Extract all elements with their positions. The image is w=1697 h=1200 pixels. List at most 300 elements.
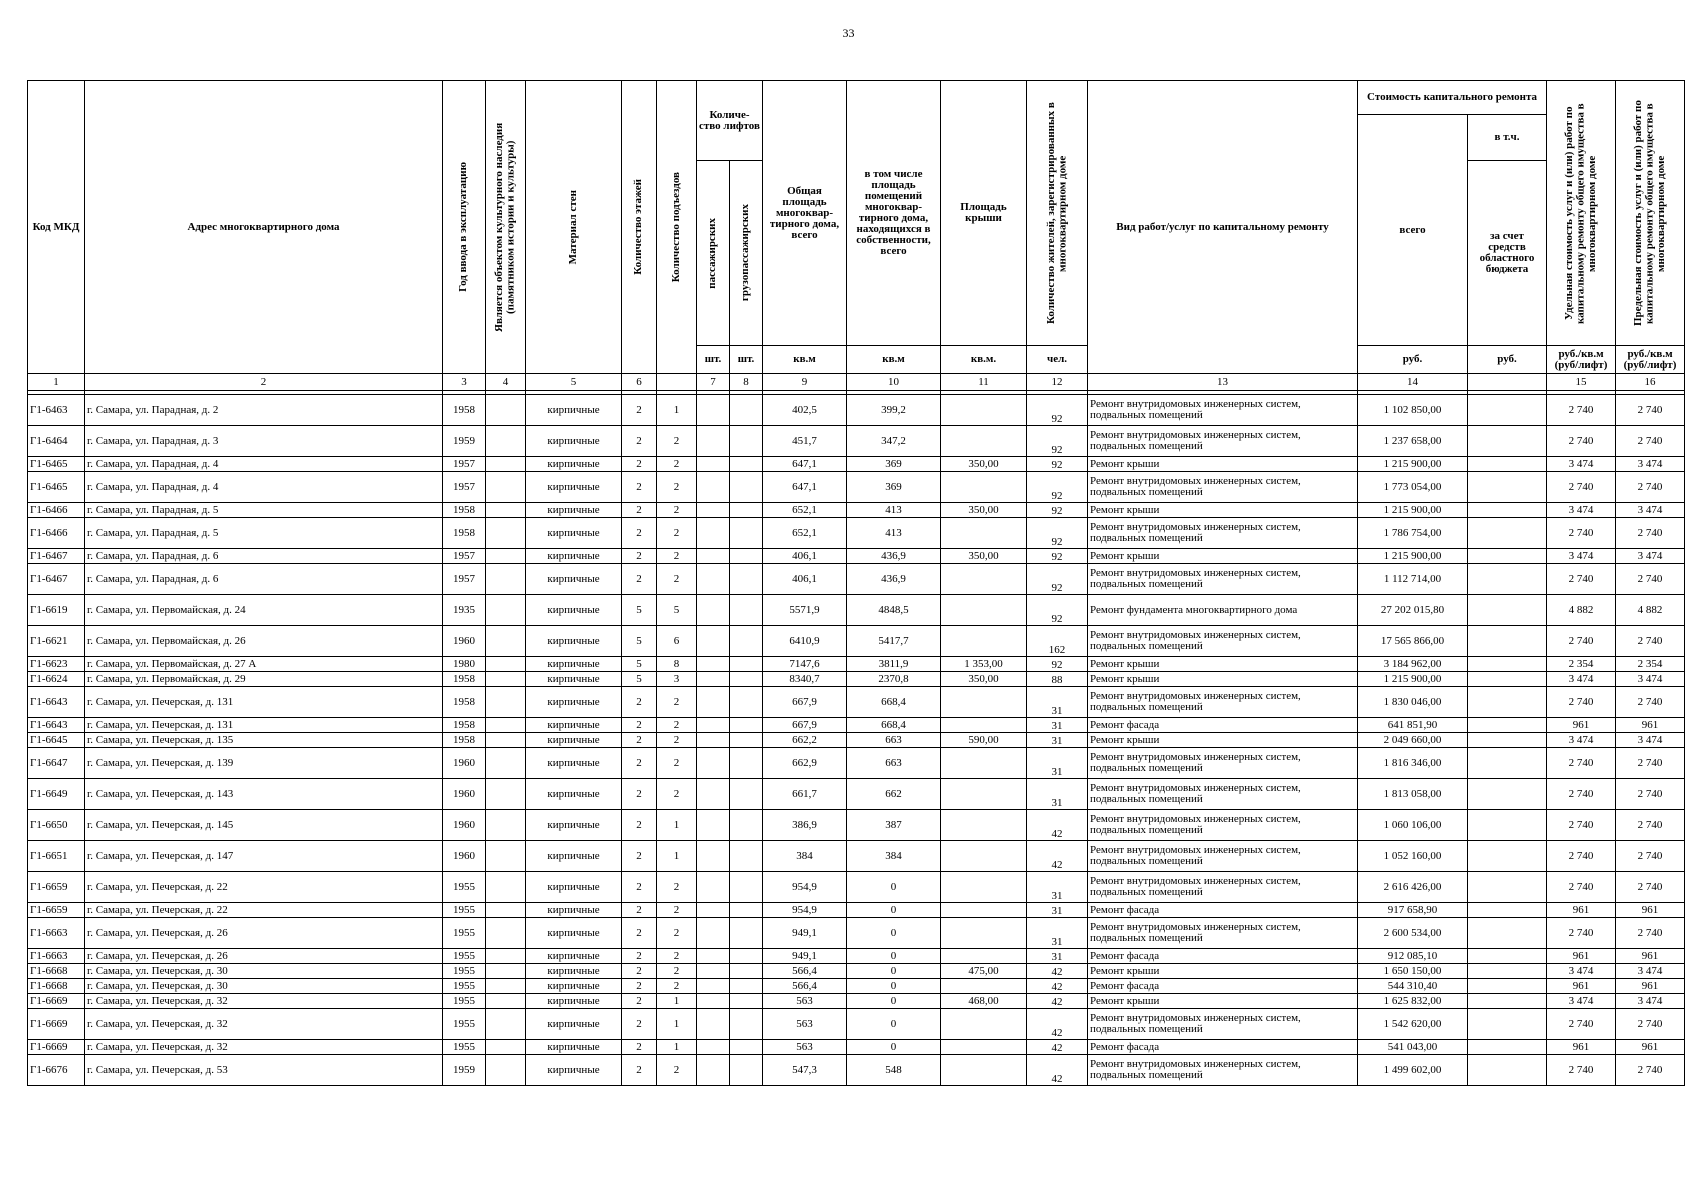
unit-cost-total: руб. (1358, 346, 1468, 374)
cost-total-cell: 1 112 714,00 (1358, 564, 1468, 595)
area-owned-cell: 436,9 (847, 564, 941, 595)
lifts-cargo-cell (730, 395, 763, 426)
address-cell: г. Самара, ул. Парадная, д. 3 (85, 426, 443, 457)
kod-cell: Г1-6647 (28, 748, 85, 779)
limit-cost-cell: 961 (1616, 979, 1685, 994)
floors-cell: 2 (622, 426, 657, 457)
entrances-cell: 2 (657, 979, 697, 994)
material-cell: кирпичные (526, 979, 622, 994)
cost-regional-cell (1468, 994, 1547, 1009)
floors-cell: 5 (622, 672, 657, 687)
residents-cell: 31 (1027, 733, 1088, 748)
cost-regional-cell (1468, 733, 1547, 748)
area-owned-cell: 369 (847, 472, 941, 503)
residents-cell: 42 (1027, 964, 1088, 979)
column-number: 16 (1616, 374, 1685, 391)
heritage-cell (486, 657, 526, 672)
cost-regional-cell (1468, 518, 1547, 549)
cost-regional-cell (1468, 395, 1547, 426)
cost-total-cell: 917 658,90 (1358, 903, 1468, 918)
area-total-cell: 563 (763, 1009, 847, 1040)
unit-cost-cell: 2 740 (1547, 1055, 1616, 1086)
area-total-cell: 563 (763, 994, 847, 1009)
roof-area-cell: 1 353,00 (941, 657, 1027, 672)
work-type-cell: Ремонт фасада (1088, 979, 1358, 994)
year-cell: 1959 (443, 1055, 486, 1086)
heritage-cell (486, 564, 526, 595)
table-row (28, 918, 1685, 949)
column-number: 2 (85, 374, 443, 391)
lifts-cargo-cell (730, 626, 763, 657)
area-owned-cell: 0 (847, 994, 941, 1009)
entrances-cell: 2 (657, 748, 697, 779)
cost-total-cell: 1 816 346,00 (1358, 748, 1468, 779)
table-row (28, 549, 1685, 564)
work-type-cell: Ремонт внутридомовых инженерных систем, подвальных помещений (1088, 1055, 1358, 1086)
cost-total-cell: 2 049 660,00 (1358, 733, 1468, 748)
year-cell: 1958 (443, 503, 486, 518)
cost-regional-cell (1468, 426, 1547, 457)
kod-cell: Г1-6643 (28, 687, 85, 718)
heritage-cell (486, 672, 526, 687)
unit-pass: шт. (697, 346, 730, 374)
column-number: 7 (697, 374, 730, 391)
entrances-cell: 1 (657, 395, 697, 426)
lifts-pass-cell (697, 994, 730, 1009)
unit-cost-cell: 2 740 (1547, 518, 1616, 549)
cost-total-cell: 1 215 900,00 (1358, 672, 1468, 687)
lifts-cargo-cell (730, 949, 763, 964)
lifts-pass-cell (697, 457, 730, 472)
cost-total-cell: 1 215 900,00 (1358, 503, 1468, 518)
kod-cell: Г1-6650 (28, 810, 85, 841)
table-body (28, 374, 1685, 1086)
column-number: 8 (730, 374, 763, 391)
lifts-pass-cell (697, 549, 730, 564)
work-type-cell: Ремонт крыши (1088, 657, 1358, 672)
limit-cost-cell: 961 (1616, 949, 1685, 964)
roof-area-cell (941, 518, 1027, 549)
page-number: 33 (842, 26, 855, 40)
material-cell: кирпичные (526, 503, 622, 518)
col-lifts-cargo: грузопассажирских (730, 161, 763, 346)
area-owned-cell: 663 (847, 748, 941, 779)
lifts-cargo-cell (730, 718, 763, 733)
lifts-cargo-cell (730, 872, 763, 903)
unit-unit-cost: руб./кв.м (руб/лифт) (1547, 346, 1616, 374)
address-cell: г. Самара, ул. Печерская, д. 32 (85, 1040, 443, 1055)
year-cell: 1955 (443, 979, 486, 994)
table-row (28, 903, 1685, 918)
address-cell: г. Самара, ул. Печерская, д. 26 (85, 949, 443, 964)
lifts-cargo-cell (730, 748, 763, 779)
cost-total-cell: 1 813 058,00 (1358, 779, 1468, 810)
material-cell: кирпичные (526, 918, 622, 949)
cost-regional-cell (1468, 979, 1547, 994)
area-total-cell: 662,2 (763, 733, 847, 748)
kod-cell: Г1-6659 (28, 872, 85, 903)
area-total-cell: 402,5 (763, 395, 847, 426)
cost-regional-cell (1468, 1055, 1547, 1086)
cost-total-cell: 1 237 658,00 (1358, 426, 1468, 457)
work-type-cell: Ремонт крыши (1088, 994, 1358, 1009)
roof-area-cell (941, 1009, 1027, 1040)
area-owned-cell: 0 (847, 979, 941, 994)
table-row (28, 626, 1685, 657)
entrances-cell: 2 (657, 549, 697, 564)
col-area-total: Общая площадь многоквар-тирного дома, всего (763, 81, 847, 346)
entrances-cell: 2 (657, 918, 697, 949)
unit-area-total: кв.м (763, 346, 847, 374)
roof-area-cell (941, 687, 1027, 718)
address-cell: г. Самара, ул. Печерская, д. 22 (85, 903, 443, 918)
col-address: Адрес многоквартирного дома (85, 81, 443, 374)
heritage-cell (486, 549, 526, 564)
table-row (28, 841, 1685, 872)
roof-area-cell (941, 748, 1027, 779)
address-cell: г. Самара, ул. Печерская, д. 32 (85, 994, 443, 1009)
column-number: 15 (1547, 374, 1616, 391)
lifts-cargo-cell (730, 1055, 763, 1086)
address-cell: г. Самара, ул. Печерская, д. 26 (85, 918, 443, 949)
year-cell: 1958 (443, 733, 486, 748)
heritage-cell (486, 595, 526, 626)
unit-cost-cell: 3 474 (1547, 994, 1616, 1009)
roof-area-cell (941, 903, 1027, 918)
unit-cost-cell: 2 740 (1547, 810, 1616, 841)
cost-total-cell: 2 600 534,00 (1358, 918, 1468, 949)
unit-limit-cost: руб./кв.м (руб/лифт) (1616, 346, 1685, 374)
floors-cell: 2 (622, 564, 657, 595)
entrances-cell: 2 (657, 779, 697, 810)
col-residents: Количество жителей, зарегистрированных в многоквартирном доме (1027, 81, 1088, 346)
year-cell: 1957 (443, 457, 486, 472)
table-row (28, 994, 1685, 1009)
cost-regional-cell (1468, 549, 1547, 564)
table-row (28, 503, 1685, 518)
limit-cost-cell: 2 740 (1616, 810, 1685, 841)
residents-cell: 31 (1027, 918, 1088, 949)
address-cell: г. Самара, ул. Печерская, д. 131 (85, 718, 443, 733)
area-total-cell: 566,4 (763, 979, 847, 994)
entrances-cell: 2 (657, 687, 697, 718)
address-cell: г. Самара, ул. Печерская, д. 30 (85, 964, 443, 979)
kod-cell: Г1-6659 (28, 903, 85, 918)
residents-cell: 92 (1027, 503, 1088, 518)
limit-cost-cell: 3 474 (1616, 733, 1685, 748)
cost-total-cell: 1 542 620,00 (1358, 1009, 1468, 1040)
year-cell: 1955 (443, 1040, 486, 1055)
area-total-cell: 667,9 (763, 718, 847, 733)
year-cell: 1957 (443, 472, 486, 503)
area-owned-cell: 347,2 (847, 426, 941, 457)
heritage-cell (486, 841, 526, 872)
lifts-cargo-cell (730, 549, 763, 564)
lifts-cargo-cell (730, 964, 763, 979)
work-type-cell: Ремонт внутридомовых инженерных систем, подвальных помещений (1088, 841, 1358, 872)
entrances-cell: 2 (657, 949, 697, 964)
roof-area-cell (941, 949, 1027, 964)
limit-cost-cell: 2 740 (1616, 779, 1685, 810)
heritage-cell (486, 810, 526, 841)
cost-total-cell: 912 085,10 (1358, 949, 1468, 964)
cost-regional-cell (1468, 872, 1547, 903)
column-number: 11 (941, 374, 1027, 391)
limit-cost-cell: 961 (1616, 903, 1685, 918)
material-cell: кирпичные (526, 595, 622, 626)
entrances-cell: 1 (657, 1009, 697, 1040)
area-owned-cell: 5417,7 (847, 626, 941, 657)
heritage-cell (486, 503, 526, 518)
area-owned-cell: 4848,5 (847, 595, 941, 626)
heritage-cell (486, 918, 526, 949)
roof-area-cell (941, 395, 1027, 426)
residents-cell: 92 (1027, 426, 1088, 457)
lifts-cargo-cell (730, 457, 763, 472)
table-row (28, 949, 1685, 964)
work-type-cell: Ремонт внутридомовых инженерных систем, подвальных помещений (1088, 564, 1358, 595)
work-type-cell: Ремонт фасада (1088, 903, 1358, 918)
entrances-cell: 1 (657, 841, 697, 872)
col-entrances: Количество подъездов (657, 81, 697, 374)
limit-cost-cell: 3 474 (1616, 672, 1685, 687)
cost-total-cell: 541 043,00 (1358, 1040, 1468, 1055)
unit-cost-cell: 2 740 (1547, 918, 1616, 949)
table-row (28, 672, 1685, 687)
year-cell: 1955 (443, 903, 486, 918)
lifts-cargo-cell (730, 918, 763, 949)
lifts-cargo-cell (730, 994, 763, 1009)
cost-regional-cell (1468, 687, 1547, 718)
lifts-pass-cell (697, 1040, 730, 1055)
work-type-cell: Ремонт внутридомовых инженерных систем, подвальных помещений (1088, 779, 1358, 810)
unit-cost-cell: 2 740 (1547, 626, 1616, 657)
limit-cost-cell: 2 740 (1616, 1055, 1685, 1086)
floors-cell: 2 (622, 779, 657, 810)
lifts-pass-cell (697, 426, 730, 457)
entrances-cell: 8 (657, 657, 697, 672)
address-cell: г. Самара, ул. Парадная, д. 4 (85, 472, 443, 503)
col-heritage: Является объектом культурного наследия (памятником истории и культуры) (486, 81, 526, 374)
unit-cost-cell: 2 740 (1547, 779, 1616, 810)
entrances-cell: 1 (657, 1040, 697, 1055)
table-row (28, 872, 1685, 903)
material-cell: кирпичные (526, 472, 622, 503)
floors-cell: 2 (622, 1009, 657, 1040)
lifts-pass-cell (697, 595, 730, 626)
material-cell: кирпичные (526, 687, 622, 718)
roof-area-cell (941, 918, 1027, 949)
cost-regional-cell (1468, 564, 1547, 595)
table-row (28, 687, 1685, 718)
floors-cell: 2 (622, 964, 657, 979)
kod-cell: Г1-6669 (28, 1040, 85, 1055)
area-owned-cell: 662 (847, 779, 941, 810)
area-total-cell: 5571,9 (763, 595, 847, 626)
residents-cell: 42 (1027, 1040, 1088, 1055)
cost-regional-cell (1468, 810, 1547, 841)
material-cell: кирпичные (526, 457, 622, 472)
residents-cell: 92 (1027, 472, 1088, 503)
kod-cell: Г1-6663 (28, 949, 85, 964)
heritage-cell (486, 964, 526, 979)
year-cell: 1960 (443, 841, 486, 872)
cost-regional-cell (1468, 949, 1547, 964)
col-cost-total: всего (1358, 115, 1468, 346)
year-cell: 1955 (443, 994, 486, 1009)
heritage-cell (486, 426, 526, 457)
residents-cell: 31 (1027, 949, 1088, 964)
floors-cell: 2 (622, 457, 657, 472)
heritage-cell (486, 979, 526, 994)
material-cell: кирпичные (526, 564, 622, 595)
material-cell: кирпичные (526, 964, 622, 979)
roof-area-cell (941, 595, 1027, 626)
table-row (28, 518, 1685, 549)
unit-cost-regional: руб. (1468, 346, 1547, 374)
heritage-cell (486, 949, 526, 964)
work-type-cell: Ремонт внутридомовых инженерных систем, подвальных помещений (1088, 918, 1358, 949)
cost-regional-cell (1468, 841, 1547, 872)
residents-cell: 92 (1027, 518, 1088, 549)
area-total-cell: 652,1 (763, 503, 847, 518)
kod-cell: Г1-6651 (28, 841, 85, 872)
roof-area-cell (941, 872, 1027, 903)
kod-cell: Г1-6621 (28, 626, 85, 657)
heritage-cell (486, 994, 526, 1009)
address-cell: г. Самара, ул. Печерская, д. 131 (85, 687, 443, 718)
floors-cell: 5 (622, 595, 657, 626)
residents-cell: 42 (1027, 1009, 1088, 1040)
area-owned-cell: 668,4 (847, 718, 941, 733)
floors-cell: 2 (622, 549, 657, 564)
limit-cost-cell: 3 474 (1616, 549, 1685, 564)
table-row (28, 595, 1685, 626)
cost-total-cell: 1 650 150,00 (1358, 964, 1468, 979)
entrances-cell: 2 (657, 457, 697, 472)
floors-cell: 5 (622, 657, 657, 672)
lifts-cargo-cell (730, 687, 763, 718)
roof-area-cell (941, 472, 1027, 503)
kod-cell: Г1-6668 (28, 979, 85, 994)
kod-cell: Г1-6464 (28, 426, 85, 457)
entrances-cell: 2 (657, 518, 697, 549)
address-cell: г. Самара, ул. Печерская, д. 145 (85, 810, 443, 841)
kod-cell: Г1-6465 (28, 457, 85, 472)
cost-regional-cell (1468, 1040, 1547, 1055)
floors-cell: 2 (622, 395, 657, 426)
address-cell: г. Самара, ул. Печерская, д. 147 (85, 841, 443, 872)
kod-cell: Г1-6463 (28, 395, 85, 426)
kod-cell: Г1-6467 (28, 549, 85, 564)
col-work-type: Вид работ/услуг по капитальному ремонту (1088, 81, 1358, 374)
address-cell: г. Самара, ул. Печерская, д. 22 (85, 872, 443, 903)
unit-cost-cell: 2 740 (1547, 687, 1616, 718)
area-total-cell: 563 (763, 1040, 847, 1055)
floors-cell: 2 (622, 1040, 657, 1055)
material-cell: кирпичные (526, 657, 622, 672)
cost-regional-cell (1468, 657, 1547, 672)
year-cell: 1957 (443, 564, 486, 595)
area-total-cell: 661,7 (763, 779, 847, 810)
entrances-cell: 2 (657, 718, 697, 733)
work-type-cell: Ремонт внутридомовых инженерных систем, подвальных помещений (1088, 518, 1358, 549)
work-type-cell: Ремонт крыши (1088, 964, 1358, 979)
table-row (28, 1040, 1685, 1055)
table-row (28, 564, 1685, 595)
material-cell: кирпичные (526, 841, 622, 872)
address-cell: г. Самара, ул. Парадная, д. 6 (85, 549, 443, 564)
area-owned-cell: 387 (847, 810, 941, 841)
area-owned-cell: 0 (847, 918, 941, 949)
area-total-cell: 647,1 (763, 457, 847, 472)
area-total-cell: 652,1 (763, 518, 847, 549)
cost-regional-cell (1468, 672, 1547, 687)
entrances-cell: 2 (657, 733, 697, 748)
heritage-cell (486, 395, 526, 426)
area-owned-cell: 668,4 (847, 687, 941, 718)
material-cell: кирпичные (526, 779, 622, 810)
unit-cost-cell: 3 474 (1547, 733, 1616, 748)
work-type-cell: Ремонт крыши (1088, 672, 1358, 687)
lifts-cargo-cell (730, 779, 763, 810)
residents-cell: 162 (1027, 626, 1088, 657)
material-cell: кирпичные (526, 1040, 622, 1055)
material-cell: кирпичные (526, 1055, 622, 1086)
unit-cost-cell: 2 740 (1547, 1009, 1616, 1040)
kod-cell: Г1-6643 (28, 718, 85, 733)
unit-cost-cell: 2 740 (1547, 472, 1616, 503)
work-type-cell: Ремонт крыши (1088, 503, 1358, 518)
roof-area-cell: 350,00 (941, 672, 1027, 687)
col-lifts-pass: пассажирских (697, 161, 730, 346)
table-row (28, 718, 1685, 733)
floors-cell: 2 (622, 1055, 657, 1086)
lifts-cargo-cell (730, 733, 763, 748)
area-owned-cell: 2370,8 (847, 672, 941, 687)
roof-area-cell (941, 779, 1027, 810)
lifts-pass-cell (697, 657, 730, 672)
table-row (28, 748, 1685, 779)
material-cell: кирпичные (526, 994, 622, 1009)
limit-cost-cell: 2 354 (1616, 657, 1685, 672)
limit-cost-cell: 3 474 (1616, 964, 1685, 979)
entrances-cell: 2 (657, 472, 697, 503)
material-cell: кирпичные (526, 1009, 622, 1040)
column-number-row (28, 374, 1685, 391)
heritage-cell (486, 779, 526, 810)
cost-regional-cell (1468, 1009, 1547, 1040)
kod-cell: Г1-6465 (28, 472, 85, 503)
material-cell: кирпичные (526, 810, 622, 841)
roof-area-cell: 350,00 (941, 549, 1027, 564)
residents-cell: 92 (1027, 595, 1088, 626)
table-row (28, 426, 1685, 457)
address-cell: г. Самара, ул. Печерская, д. 30 (85, 979, 443, 994)
residents-cell: 42 (1027, 979, 1088, 994)
limit-cost-cell: 2 740 (1616, 748, 1685, 779)
lifts-cargo-cell (730, 903, 763, 918)
table-row (28, 810, 1685, 841)
entrances-cell: 2 (657, 903, 697, 918)
roof-area-cell: 350,00 (941, 503, 1027, 518)
roof-area-cell (941, 1040, 1027, 1055)
heritage-cell (486, 457, 526, 472)
lifts-cargo-cell (730, 1009, 763, 1040)
lifts-pass-cell (697, 903, 730, 918)
lifts-cargo-cell (730, 564, 763, 595)
work-type-cell: Ремонт внутридомовых инженерных систем, подвальных помещений (1088, 395, 1358, 426)
